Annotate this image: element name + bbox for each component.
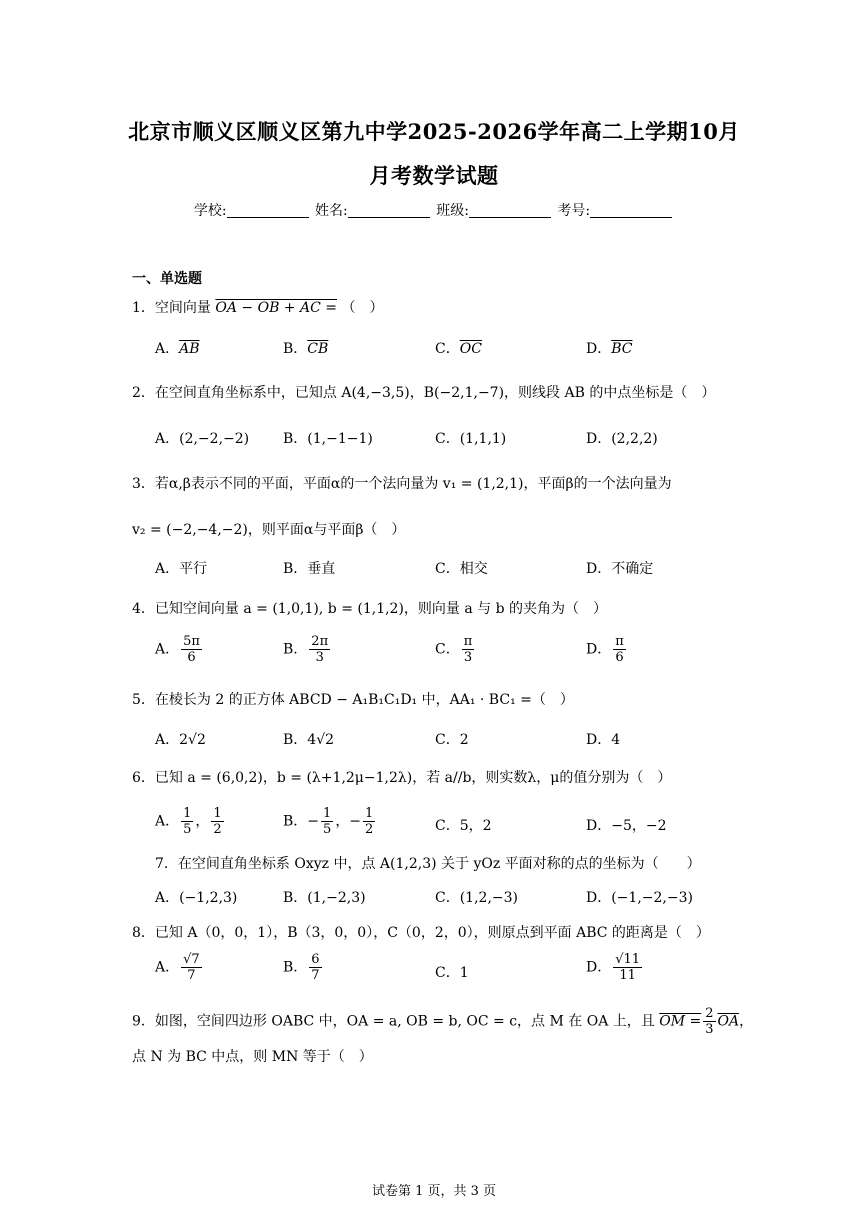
q3-option-a: A．平行	[155, 561, 208, 577]
q8-option-b: B． $\frac{6}{7}$	[283, 952, 320, 983]
q1-text: 1．空间向量	[132, 300, 211, 316]
student-info-row	[0, 200, 868, 220]
q2-option-a: A．(2,−2,−2)	[155, 431, 250, 447]
exam-title-line2: 月考数学试题	[369, 163, 499, 188]
name-blank	[348, 203, 430, 218]
q4-option-d: D． $\frac{\pi}{6}$	[586, 634, 624, 665]
school-label: 学校:	[193, 203, 227, 219]
class-blank	[469, 203, 551, 218]
q2-option-c: C．(1,1,1)	[435, 431, 507, 447]
q1-expr: OA − OB + AC =	[215, 300, 337, 316]
q9-text: 9．如图，空间四边形 OABC 中，OA = a, OB = b, OC = c，点 M 在 OA 上，且	[132, 1013, 655, 1030]
q9-om: OM =	[659, 1013, 702, 1030]
q8-option-d: D． $\frac{√11}{11}$	[586, 952, 641, 983]
q1-option-b: B．$\overline{CB}$	[283, 341, 329, 357]
q7-option-a: A．(−1,2,3)	[155, 890, 238, 906]
q5-option-d: D．4	[586, 732, 621, 748]
id-label: 考号:	[557, 203, 591, 219]
id-blank	[590, 203, 672, 218]
q4-option-a: A． $\frac{5\pi}{6}$	[155, 634, 200, 665]
question-5: 5．在棱长为 2 的正方体 ABCD − A₁B₁C₁D₁ 中，AA₁ · BC₁ =（ ）	[132, 692, 574, 708]
q2-option-b: B．(1,−1−1)	[283, 431, 373, 447]
question-4: 4．已知空间向量 a = (1,0,1), b = (1,1,2)，则向量 a 与 b 的夹角为（ ）	[132, 601, 608, 617]
q5-option-b: B．4√2	[283, 732, 335, 748]
q6-option-c: C．5，2	[435, 818, 492, 834]
q7-option-c: C．(1,2,−3)	[435, 890, 518, 906]
question-3-line1: 3．若α,β表示不同的平面，平面α的一个法向量为 v₁ = (1,2,1)，平面β的一个法向量为	[132, 476, 672, 492]
q4-option-c: C． $\frac{\pi}{3}$	[435, 634, 473, 665]
q6-option-d: D．−5，−2	[586, 818, 667, 834]
name-label: 姓名:	[315, 203, 348, 219]
q6-option-a: A． $\frac{1}{5}$ ， $\frac{1}{2}$	[155, 806, 222, 837]
q3-option-c: C．相交	[435, 561, 488, 577]
class-label: 班级:	[436, 203, 469, 219]
question-7: 7．在空间直角坐标系 Oxyz 中，点 A(1,2,3) 关于 yOz 平面对称的点的坐标为（ ）	[155, 856, 701, 872]
q8-option-c: C．1	[435, 965, 469, 981]
page-footer: 试卷第 1 页，共 3 页	[371, 1184, 497, 1199]
question-1	[132, 297, 383, 317]
q1-option-a: A．$\overline{AB}$	[155, 341, 200, 357]
q8-option-a: A． $\frac{√7}{7}$	[155, 952, 200, 983]
question-3-line2: v₂ = (−2,−4,−2)，则平面α与平面β（ ）	[132, 522, 406, 538]
q3-option-b: B．垂直	[283, 561, 336, 577]
q1-tail: （ ）	[341, 300, 384, 316]
q7-option-d: D．(−1,−2,−3)	[586, 890, 693, 906]
q3-option-d: D．不确定	[586, 561, 654, 577]
question-9-line1: 9．如图，空间四边形 OABC 中，OA = a, OB = b, OC = c，点 M 在 OA 上，且 OM = $\frac{2}{3}$ $\overline{OA}$，	[132, 1006, 754, 1037]
q9-oa: $\overline{OA}$	[717, 1013, 740, 1030]
section-heading: 一、单选题	[132, 271, 202, 287]
q2-option-d: D．(2,2,2)	[586, 431, 658, 447]
q1-option-c: C．$\overline{OC}$	[435, 341, 482, 357]
q6-option-b: B．− $\frac{1}{5}$ ，− $\frac{1}{2}$	[283, 806, 374, 837]
school-blank	[227, 203, 309, 218]
question-9-line2: 点 N 为 BC 中点，则 MN 等于（ ）	[132, 1049, 373, 1065]
question-8: 8．已知 A（0，0，1），B（3，0，0），C（0，2，0），则原点到平面 ABC 的距离是（ ）	[132, 925, 710, 941]
q9-fraction: $\frac{2}{3}$	[705, 1006, 714, 1037]
question-2: 2．在空间直角坐标系中，已知点 A(4,−3,5)，B(−2,1,−7)，则线段 AB 的中点坐标是（ ）	[132, 385, 716, 401]
q7-option-b: B．(1,−2,3)	[283, 890, 366, 906]
q1-option-d: D．$\overline{BC}$	[586, 341, 633, 357]
q5-option-a: A．2√2	[155, 732, 206, 748]
q5-option-c: C．2	[435, 732, 469, 748]
question-6: 6．已知 a = (6,0,2)，b = (λ+1,2μ−1,2λ)，若 a//b，则实数λ，μ的值分别为（ ）	[132, 770, 672, 786]
q4-option-b: B． $\frac{2\pi}{3}$	[283, 634, 329, 665]
exam-title-line1: 北京市顺义区顺义区第九中学2025-2026学年高二上学期10月	[128, 119, 740, 144]
